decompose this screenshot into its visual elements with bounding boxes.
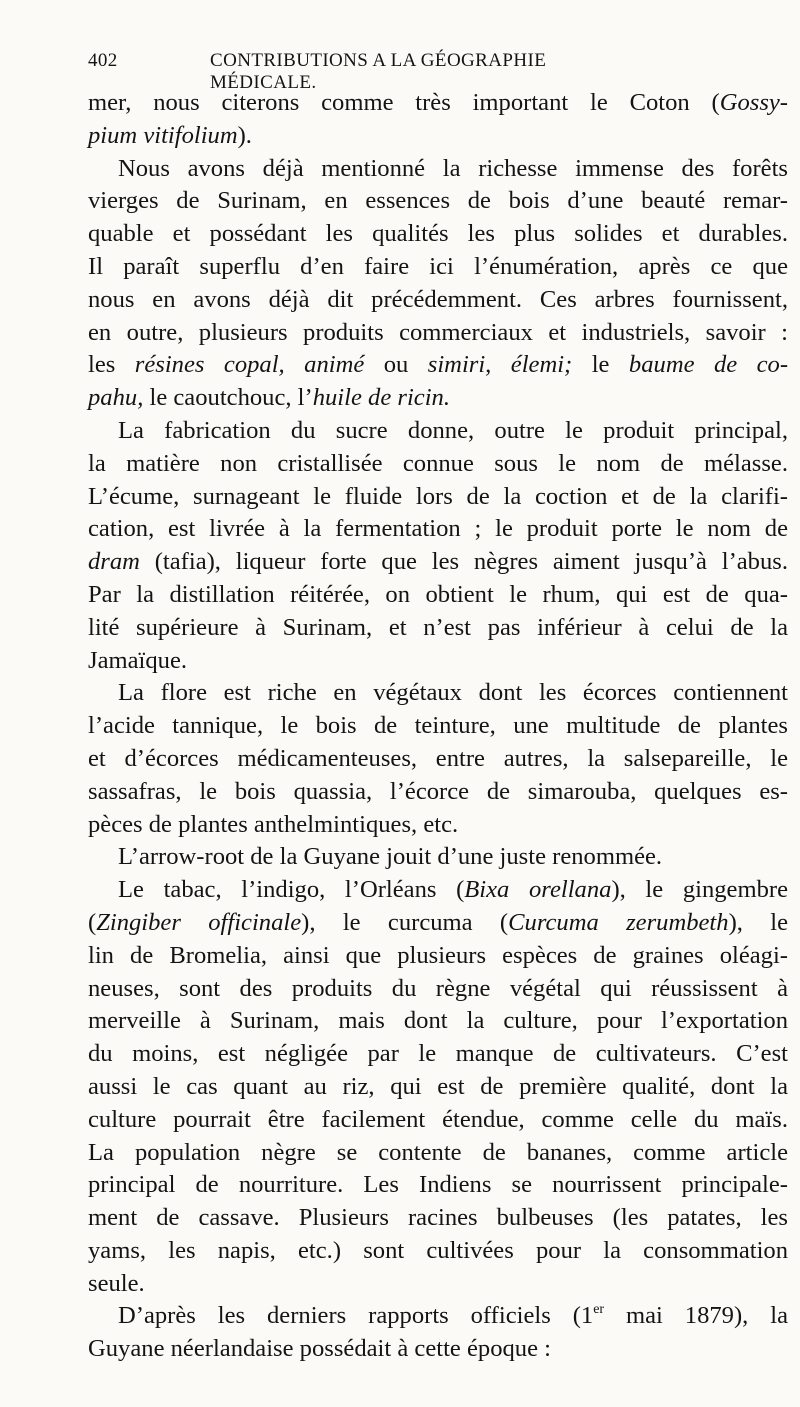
text-line <box>88 349 788 382</box>
text-line <box>88 1071 788 1104</box>
text-segment: La population nègre se contente de bananes, comme article <box>88 1138 788 1166</box>
text-segment: Le tabac, l’indigo, l’Orléans ( <box>118 876 465 904</box>
text-segment: ( <box>88 908 97 936</box>
italic-text: pium vitifolium <box>88 121 238 149</box>
text-line <box>88 284 788 317</box>
body-text <box>88 87 788 1366</box>
text-segment: mai 1879), la <box>604 1302 788 1330</box>
text-segment: sassafras, le bois quassia, l’écorce de simarouba, quelques es- <box>88 777 788 805</box>
text-line <box>88 1235 788 1268</box>
text-line <box>88 973 788 1006</box>
text-segment: principal de nourriture. Les Indiens se nourrissent principale- <box>88 1171 788 1199</box>
page-number: 402 <box>88 50 118 71</box>
text-segment: le <box>572 351 629 379</box>
italic-text: pahu, <box>88 384 144 412</box>
running-head: CONTRIBUTIONS A LA GÉOGRAPHIE MÉDICALE. <box>210 50 547 93</box>
text-segment: D’après les derniers rapports officiels (1 <box>118 1302 594 1330</box>
text-line <box>88 1333 788 1366</box>
text-segment: la matière non cristallisée connue sous le nom de mélasse. <box>88 449 788 477</box>
text-segment: (tafia), liqueur forte que les nègres aiment jusqu’à l’abus. <box>139 548 788 576</box>
italic-text: huile de ricin. <box>312 384 450 412</box>
text-segment: en outre, plusieurs produits commerciaux et industriels, savoir : <box>88 318 788 346</box>
text-segment: Guyane néerlandaise possédait à cette époque : <box>88 1335 551 1363</box>
text-line <box>88 809 788 842</box>
text-segment: Par la distillation réitérée, on obtient le rhum, qui est de qua- <box>88 580 788 608</box>
text-line <box>88 185 788 218</box>
italic-text: Gossy- <box>719 89 788 116</box>
text-segment: ), le <box>728 908 788 936</box>
text-segment: yams, les napis, etc.) sont cultivées pour la consommation <box>88 1236 788 1264</box>
text-segment: le caoutchouc, l’ <box>143 384 313 412</box>
text-line <box>88 513 788 546</box>
text-segment: lité supérieure à Surinam, et n’est pas inférieur à celui de la <box>88 613 788 641</box>
text-line <box>88 153 788 186</box>
italic-text: résines copal, animé <box>134 351 365 379</box>
page-header <box>88 50 648 93</box>
text-line <box>88 1169 788 1202</box>
superscript: er <box>593 1302 605 1318</box>
text-segment: cation, est livrée à la fermentation ; le produit porte le nom de <box>88 515 788 543</box>
text-segment: La fabrication du sucre donne, outre le produit principal, <box>118 416 788 444</box>
text-segment: Nous avons déjà mentionné la richesse immense des forêts <box>118 154 788 182</box>
text-segment: ), le curcuma ( <box>301 908 509 936</box>
text-line <box>88 1268 788 1301</box>
text-segment: La flore est riche en végétaux dont les écorces contiennent <box>118 679 788 707</box>
text-line <box>88 546 788 579</box>
text-line <box>88 874 788 907</box>
text-line <box>88 645 788 678</box>
text-line <box>88 251 788 284</box>
text-line <box>88 612 788 645</box>
text-line <box>88 218 788 251</box>
text-segment: neuses, sont des produits du règne végétal qui réussissent à <box>88 974 788 1002</box>
text-line <box>88 1005 788 1038</box>
text-segment: ment de cassave. Plusieurs racines bulbeuses (les patates, les <box>88 1204 788 1232</box>
text-segment: les <box>88 351 135 379</box>
text-line <box>88 448 788 481</box>
text-segment: ). <box>237 121 252 149</box>
text-segment: Jamaïque. <box>88 646 188 674</box>
text-line <box>88 1137 788 1170</box>
italic-text: dram <box>88 548 140 576</box>
text-segment: lin de Bromelia, ainsi que plusieurs espèces de graines oléagi- <box>88 941 788 969</box>
text-line <box>88 841 788 874</box>
italic-text: Bixa orellana <box>464 876 612 904</box>
text-segment: L’arrow-root de la Guyane jouit d’une juste renommée. <box>118 843 663 871</box>
text-line <box>88 1300 788 1333</box>
text-segment: mer, nous citerons comme très important le Coton ( <box>88 89 720 116</box>
text-line <box>88 776 788 809</box>
text-segment: vierges de Surinam, en essences de bois d’une beauté remar- <box>88 187 788 215</box>
text-segment: aussi le cas quant au riz, qui est de première qualité, dont la <box>88 1072 788 1100</box>
text-line <box>88 1038 788 1071</box>
text-segment: ), le gingembre <box>611 876 788 904</box>
text-line <box>88 120 788 153</box>
text-segment: du moins, est négligée par le manque de cultivateurs. C’est <box>88 1040 788 1068</box>
text-segment: merveille à Surinam, mais dont la culture, pour l’exportation <box>88 1007 788 1035</box>
text-line <box>88 1104 788 1137</box>
text-segment: nous en avons déjà dit précédemment. Ces arbres fournissent, <box>88 285 788 313</box>
text-line <box>88 907 788 940</box>
text-segment: l’acide tannique, le bois de teinture, une multitude de plantes <box>88 712 788 740</box>
italic-text: Curcuma zerumbeth <box>508 908 729 936</box>
text-segment: seule. <box>88 1269 145 1297</box>
text-segment: culture pourrait être facilement étendue, comme celle du maïs. <box>88 1105 788 1133</box>
text-segment: pèces de plantes anthelmintiques, etc. <box>88 810 459 838</box>
text-line <box>88 940 788 973</box>
text-segment: ou <box>364 351 428 379</box>
text-line <box>88 743 788 776</box>
italic-text: baume de co- <box>628 351 789 379</box>
text-segment: Il paraît superflu d’en faire ici l’énumération, après ce que <box>88 252 788 280</box>
text-line <box>88 677 788 710</box>
text-segment: L’écume, surnageant le fluide lors de la coction et de la clarifi- <box>88 482 788 510</box>
text-line <box>88 579 788 612</box>
italic-text: Zingiber officinale <box>96 908 302 936</box>
italic-text: simiri, élemi; <box>427 351 573 379</box>
text-line <box>88 382 788 415</box>
text-line <box>88 317 788 350</box>
text-segment: et d’écorces médicamenteuses, entre autres, la salsepareille, le <box>88 744 788 772</box>
text-segment: quable et possédant les qualités les plus solides et durables. <box>88 220 788 248</box>
text-line <box>88 481 788 514</box>
text-line <box>88 415 788 448</box>
text-line <box>88 87 788 120</box>
text-line <box>88 1202 788 1235</box>
text-line <box>88 710 788 743</box>
